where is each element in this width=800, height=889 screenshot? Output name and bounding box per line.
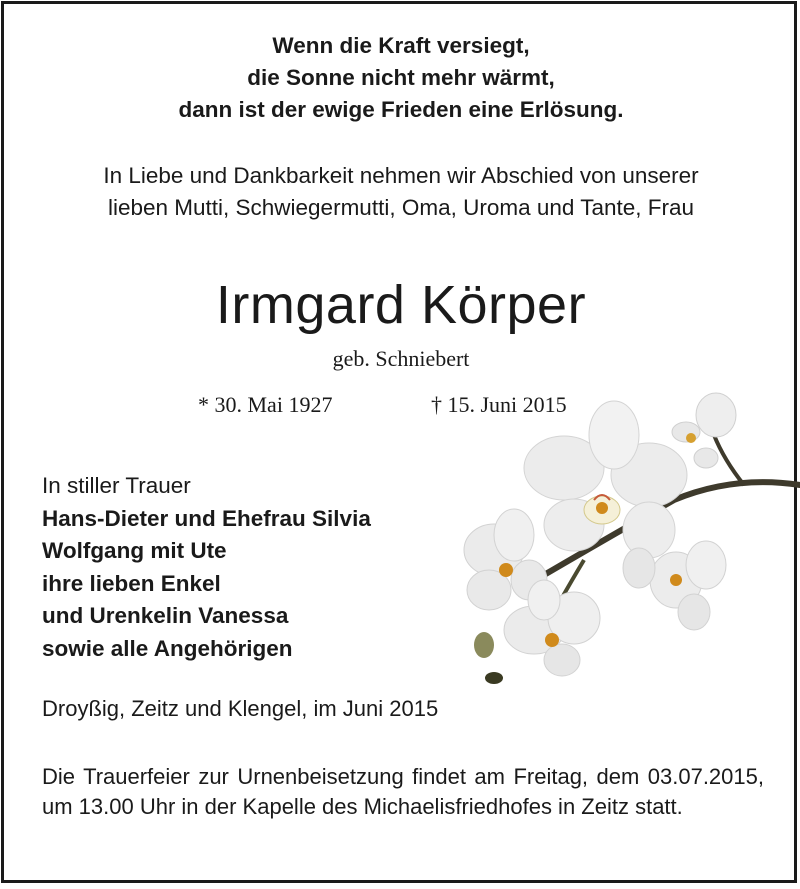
obituary-frame xyxy=(1,1,797,883)
deceased-name: Irmgard Körper xyxy=(215,275,587,335)
service-notice: Die Trauerfeier zur Urnenbeisetzung findet am Freitag, dem 03.07.2015, um 13.00 Uhr in der Kapelle des Michaelisfriedhofes in Zeitz statt. xyxy=(42,764,764,819)
mourners-heading: In stiller Trauer xyxy=(42,473,191,498)
place-date: Droyßig, Zeitz und Klengel, im Juni 2015 xyxy=(42,696,439,721)
mourner-name: ihre lieben Enkel xyxy=(42,570,221,596)
mourner-name: Hans-Dieter und Ehefrau Silvia xyxy=(42,505,371,531)
mourner-name: und Urenkelin Vanessa xyxy=(42,603,289,628)
birth-date: * 30. Mai 1927 xyxy=(198,392,333,417)
mourners-block xyxy=(42,470,371,665)
birth-name: geb. Schniebert xyxy=(332,346,470,371)
intro-line: lieben Mutti, Schwiegermutti, Oma, Uroma und Tante, Frau xyxy=(107,195,695,220)
mourner-name: Wolfgang mit Ute xyxy=(42,538,227,563)
motto-line: Wenn die Kraft versiegt, xyxy=(272,33,530,58)
motto-line: dann ist der ewige Frieden eine Erlösung. xyxy=(178,97,624,122)
intro-text xyxy=(4,160,798,224)
death-date: † 15. Juni 2015 xyxy=(431,392,567,417)
orchid-flower-image xyxy=(444,390,800,690)
mourner-name: sowie alle Angehörigen xyxy=(42,635,293,661)
motto-verse xyxy=(4,30,798,126)
intro-line: In Liebe und Dankbarkeit nehmen wir Abschied von unserer xyxy=(103,163,699,188)
motto-line: die Sonne nicht mehr wärmt, xyxy=(247,65,555,90)
